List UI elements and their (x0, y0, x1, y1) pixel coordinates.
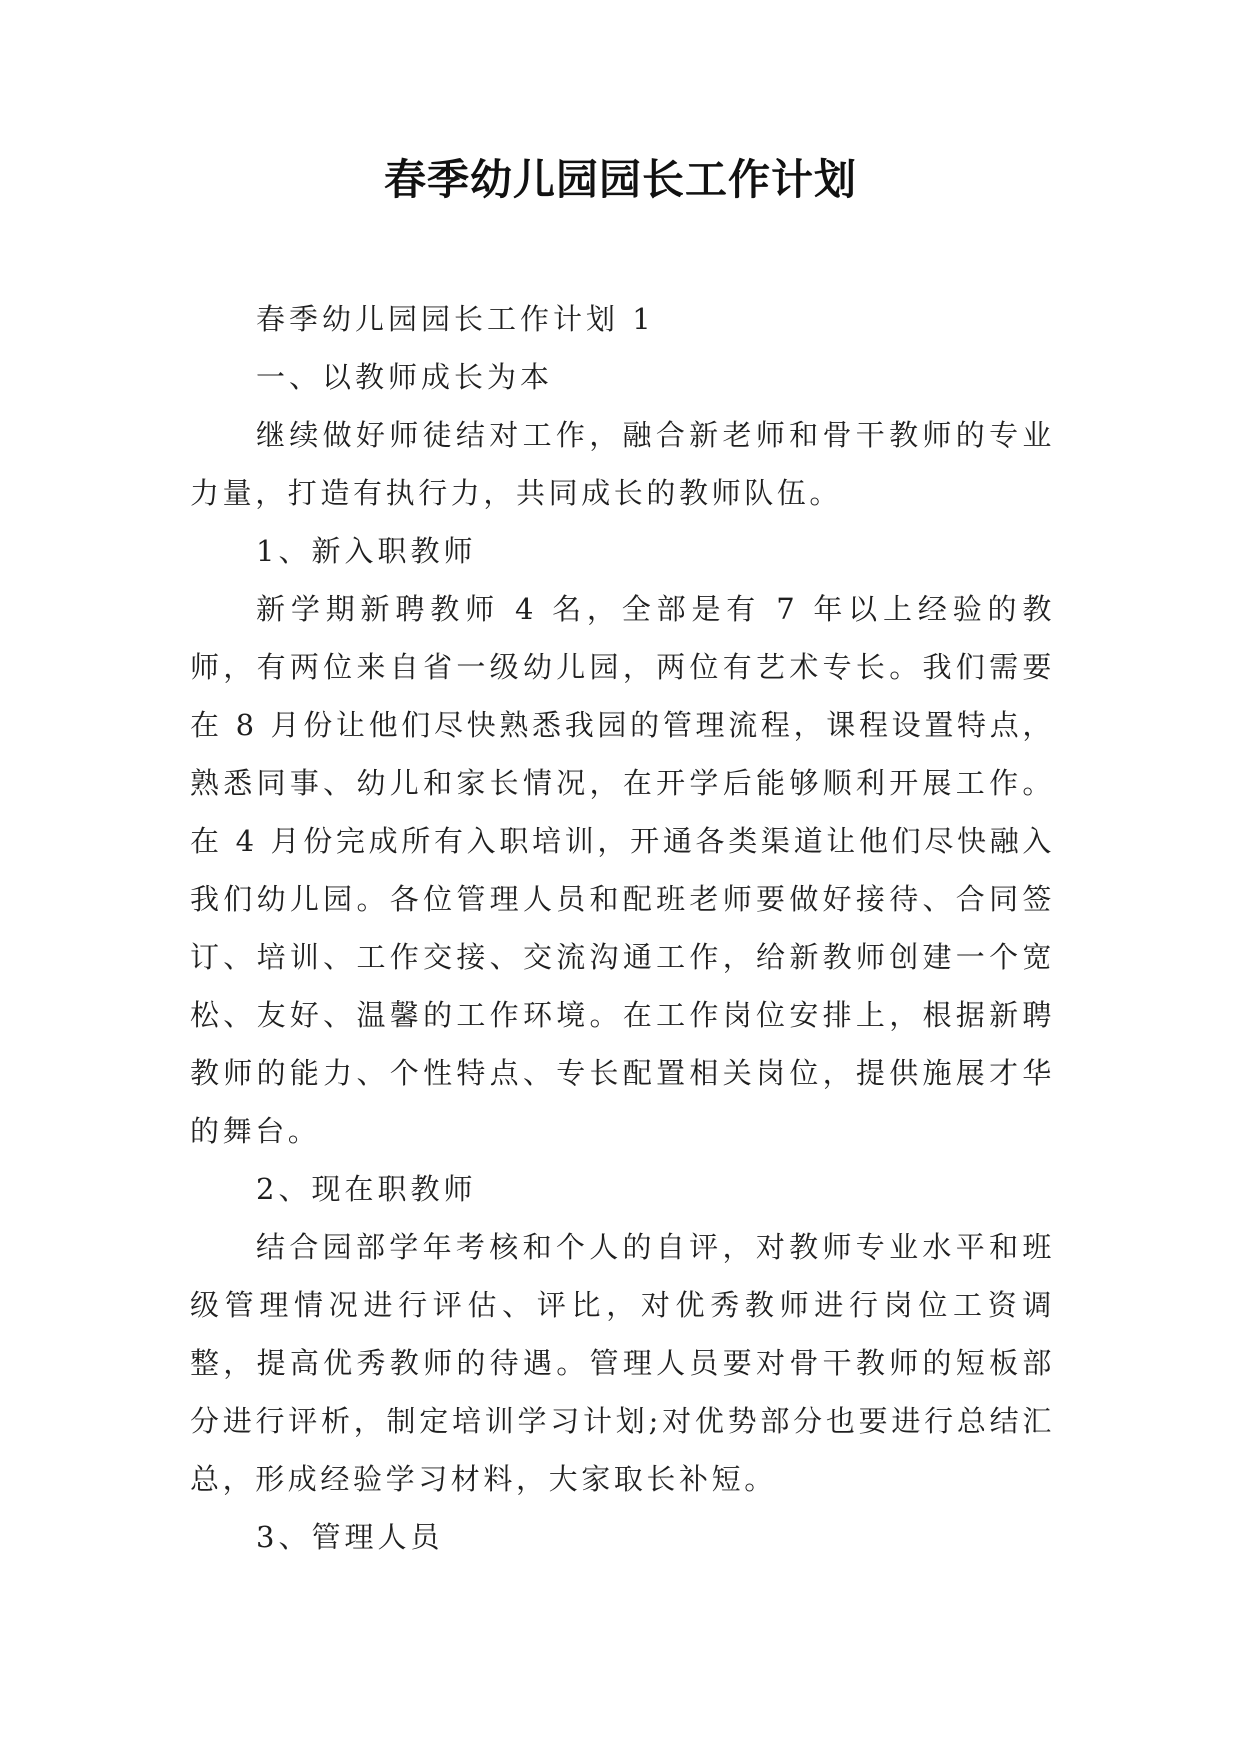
section-subtitle: 春季幼儿园园长工作计划 1 (256, 302, 655, 336)
document-body (190, 290, 1055, 1566)
subsection-heading: 3、管理人员 (256, 1520, 444, 1554)
section-heading: 一、以教师成长为本 (256, 360, 554, 394)
paragraph: 结合园部学年考核和个人的自评，对教师专业水平和班级管理情况进行评估、评比，对优秀教师进行岗位工资调整，提高优秀教师的待遇。管理人员要对骨干教师的短板部分进行评析，制定培训学习计划;对优势部分也要进行总结汇总，形成经验学习材料，大家取长补短。 (190, 1230, 1055, 1496)
document-title: 春季幼儿园园长工作计划 (383, 155, 857, 204)
paragraph: 继续做好师徒结对工作，融合新老师和骨干教师的专业力量，打造有执行力，共同成长的教师队伍。 (190, 418, 1055, 510)
subsection-heading: 1、新入职教师 (256, 534, 477, 568)
paragraph: 新学期新聘教师 4 名，全部是有 7 年以上经验的教师，有两位来自省一级幼儿园，两位有艺术专长。我们需要在 8 月份让他们尽快熟悉我园的管理流程，课程设置特点，熟悉同事、幼儿和家长情况，在开学后能够顺利开展工作。在 4 月份完成所有入职培训，开通各类渠道让他们尽快融入我们幼儿园。各位管理人员和配班老师要做好接待、合同签订、培训、工作交接、交流沟通工作，给新教师创建一个宽松、友好、温馨的工作环境。在工作岗位安排上，根据新聘教师的能力、个性特点、专长配置相关岗位，提供施展才华的舞台。 (190, 592, 1055, 1148)
subsection-heading: 2、现在职教师 (256, 1172, 477, 1206)
